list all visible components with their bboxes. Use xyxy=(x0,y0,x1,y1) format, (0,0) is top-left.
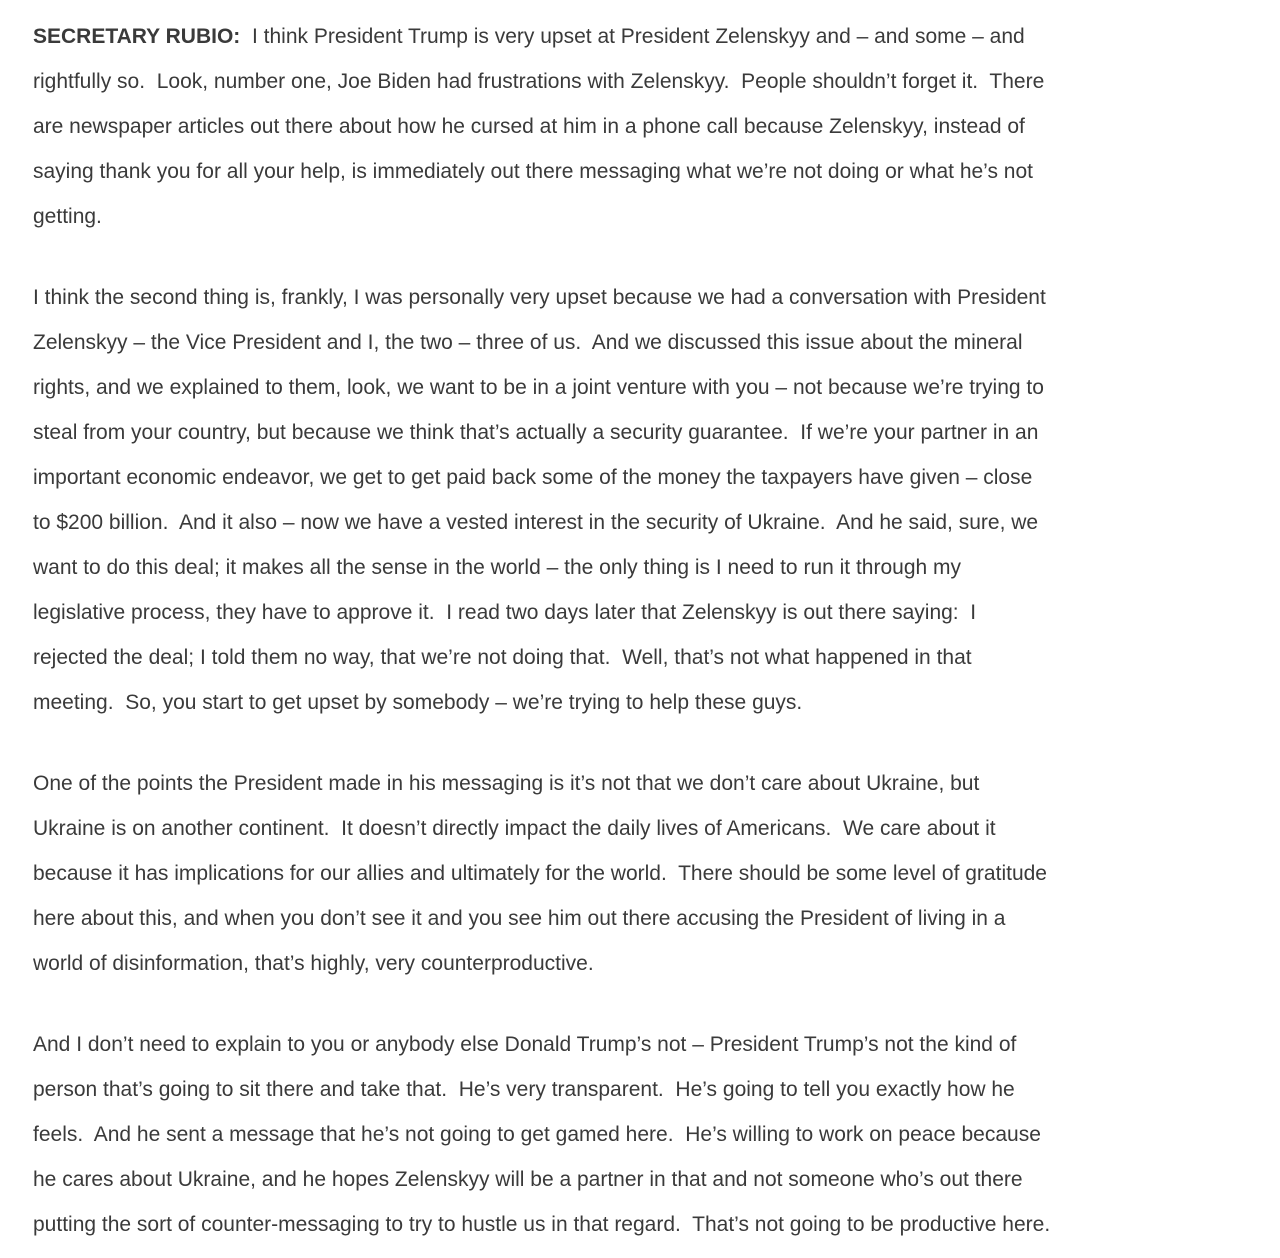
text-line: rightfully so. Look, number one, Joe Biden had frustrations with Zelenskyy. People shouldn’t forget it. There xyxy=(33,70,1045,93)
paragraph xyxy=(33,14,1260,239)
text-line: Ukraine is on another continent. It doesn’t directly impact the daily lives of Americans. We care about it xyxy=(33,817,996,840)
speaker-label: SECRETARY RUBIO: xyxy=(33,25,241,48)
text-line: person that’s going to sit there and take that. He’s very transparent. He’s going to tell you exactly how he xyxy=(33,1078,1015,1101)
text-line: One of the points the President made in his messaging is it’s not that we don’t care about Ukraine, but xyxy=(33,772,980,795)
text-line: here about this, and when you don’t see it and you see him out there accusing the President of living in a xyxy=(33,907,1006,930)
text-line: rights, and we explained to them, look, we want to be in a joint venture with you – not because we’re trying to xyxy=(33,376,1044,399)
text-line: legislative process, they have to approve it. I read two days later that Zelenskyy is out there saying: I xyxy=(33,601,977,624)
paragraph xyxy=(33,275,1260,725)
text-line: Zelenskyy – the Vice President and I, the two – three of us. And we discussed this issue about the mineral xyxy=(33,331,1023,354)
transcript xyxy=(33,14,1260,1247)
text-line: meeting. So, you start to get upset by somebody – we’re trying to help these guys. xyxy=(33,691,803,714)
text-line: And I don’t need to explain to you or anybody else Donald Trump’s not – President Trump’s not the kind of xyxy=(33,1033,1017,1056)
text-line: feels. And he sent a message that he’s not going to get gamed here. He’s willing to work on peace because xyxy=(33,1123,1041,1146)
text-line: important economic endeavor, we get to get paid back some of the money the taxpayers have given – close xyxy=(33,466,1033,489)
paragraph xyxy=(33,761,1260,986)
text-line: because it has implications for our allies and ultimately for the world. There should be some level of gratitude xyxy=(33,862,1047,885)
text-line: are newspaper articles out there about how he cursed at him in a phone call because Zelenskyy, instead of xyxy=(33,115,1025,138)
text-line: to $200 billion. And it also – now we have a vested interest in the security of Ukraine. And he said, sure, we xyxy=(33,511,1039,534)
text-line: world of disinformation, that’s highly, very counterproductive. xyxy=(33,952,594,975)
text-line: getting. xyxy=(33,205,102,228)
text-line: rejected the deal; I told them no way, that we’re not doing that. Well, that’s not what happened in that xyxy=(33,646,972,669)
text-line: saying thank you for all your help, is immediately out there messaging what we’re not doing or what he’s not xyxy=(33,160,1033,183)
text-line: want to do this deal; it makes all the sense in the world – the only thing is I need to run it through my xyxy=(33,556,962,579)
text-line: I think the second thing is, frankly, I was personally very upset because we had a conversation with President xyxy=(33,286,1046,309)
text-line: he cares about Ukraine, and he hopes Zelenskyy will be a partner in that and not someone who’s out there xyxy=(33,1168,1023,1191)
text-line: putting the sort of counter-messaging to try to hustle us in that regard. That’s not going to be productive here. xyxy=(33,1213,1051,1236)
text-line: SECRETARY RUBIO: I think President Trump is very upset at President Zelenskyy and – and some – and xyxy=(33,25,1025,48)
paragraph xyxy=(33,1022,1260,1247)
text-line: steal from your country, but because we think that’s actually a security guarantee. If we’re your partner in an xyxy=(33,421,1039,444)
